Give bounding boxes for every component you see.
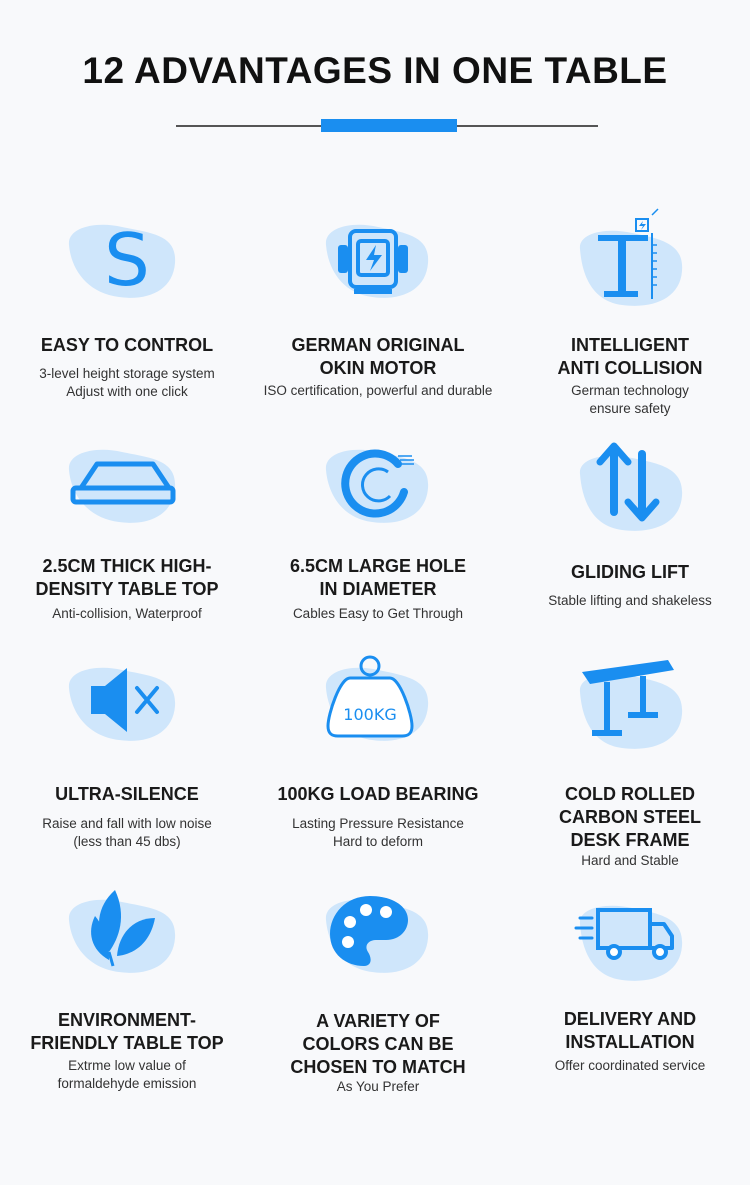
title-divider-accent [321, 119, 457, 132]
feature-heading: DESK FRAME [570, 830, 690, 850]
feature-heading: A VARIETY OF [316, 1011, 440, 1031]
feature-heading: DELIVERY AND [563, 1009, 697, 1029]
feature-heading: 100KG LOAD BEARING [277, 784, 479, 804]
feature-desc: ensure safety [589, 401, 671, 416]
feature-desc: Adjust with one click [66, 384, 188, 399]
feature-heading: GERMAN ORIGINAL [291, 335, 465, 355]
anti-collision-icon [560, 205, 700, 315]
feature-desc: Hard to deform [332, 834, 424, 849]
feature-desc: Anti-collision, Waterproof [52, 606, 202, 621]
feature-desc: Stable lifting and shakeless [548, 593, 712, 608]
feature-heading: DENSITY TABLE TOP [35, 579, 219, 599]
feature-heading: CARBON STEEL [558, 807, 701, 827]
svg-text:S: S [104, 218, 150, 302]
page-title: 12 ADVANTAGES IN ONE TABLE [82, 50, 668, 91]
weight-icon [308, 648, 448, 758]
leaf-icon [57, 880, 197, 990]
feature-desc: formaldehyde emission [57, 1076, 197, 1091]
weight-label: 100KG [343, 705, 397, 724]
feature-heading: INSTALLATION [565, 1032, 695, 1052]
feature-desc: 3-level height storage system [39, 366, 215, 381]
palette-icon [308, 880, 448, 990]
feature-desc: Hard and Stable [581, 853, 679, 868]
feature-heading: COLORS CAN BE [302, 1034, 454, 1054]
feature-desc: Extrme low value of [68, 1058, 186, 1073]
desk-frame-icon [560, 648, 700, 758]
delivery-truck-icon [560, 880, 700, 990]
feature-desc: German technology [571, 383, 689, 398]
feature-heading: 6.5CM LARGE HOLE [289, 556, 467, 576]
motor-icon [308, 205, 448, 315]
feature-heading: GLIDING LIFT [571, 562, 689, 582]
feature-heading: EASY TO CONTROL [40, 335, 214, 355]
feature-heading: COLD ROLLED [565, 784, 695, 804]
feature-desc: ISO certification, powerful and durable [263, 383, 493, 398]
feature-heading: 2.5CM THICK HIGH- [42, 556, 212, 576]
table-top-icon [57, 430, 197, 540]
feature-heading: IN DIAMETER [319, 579, 437, 599]
s-letter-icon [57, 205, 197, 315]
feature-heading: INTELLIGENT [571, 335, 689, 355]
feature-heading: CHOSEN TO MATCH [290, 1057, 466, 1077]
up-down-arrows-icon [560, 430, 700, 540]
feature-heading: ULTRA-SILENCE [55, 784, 199, 804]
feature-desc: (less than 45 dbs) [73, 834, 181, 849]
feature-heading: OKIN MOTOR [319, 358, 437, 378]
feature-desc: Raise and fall with low noise [42, 816, 212, 831]
feature-desc: Lasting Pressure Resistance [292, 816, 464, 831]
cable-hole-icon [308, 430, 448, 540]
feature-heading: ENVIRONMENT- [57, 1010, 196, 1030]
feature-heading: ANTI COLLISION [557, 358, 703, 378]
feature-heading: FRIENDLY TABLE TOP [30, 1033, 224, 1053]
feature-desc: As You Prefer [336, 1079, 420, 1094]
mute-speaker-icon [57, 648, 197, 758]
feature-desc: Offer coordinated service [554, 1058, 706, 1073]
feature-desc: Cables Easy to Get Through [292, 606, 464, 621]
